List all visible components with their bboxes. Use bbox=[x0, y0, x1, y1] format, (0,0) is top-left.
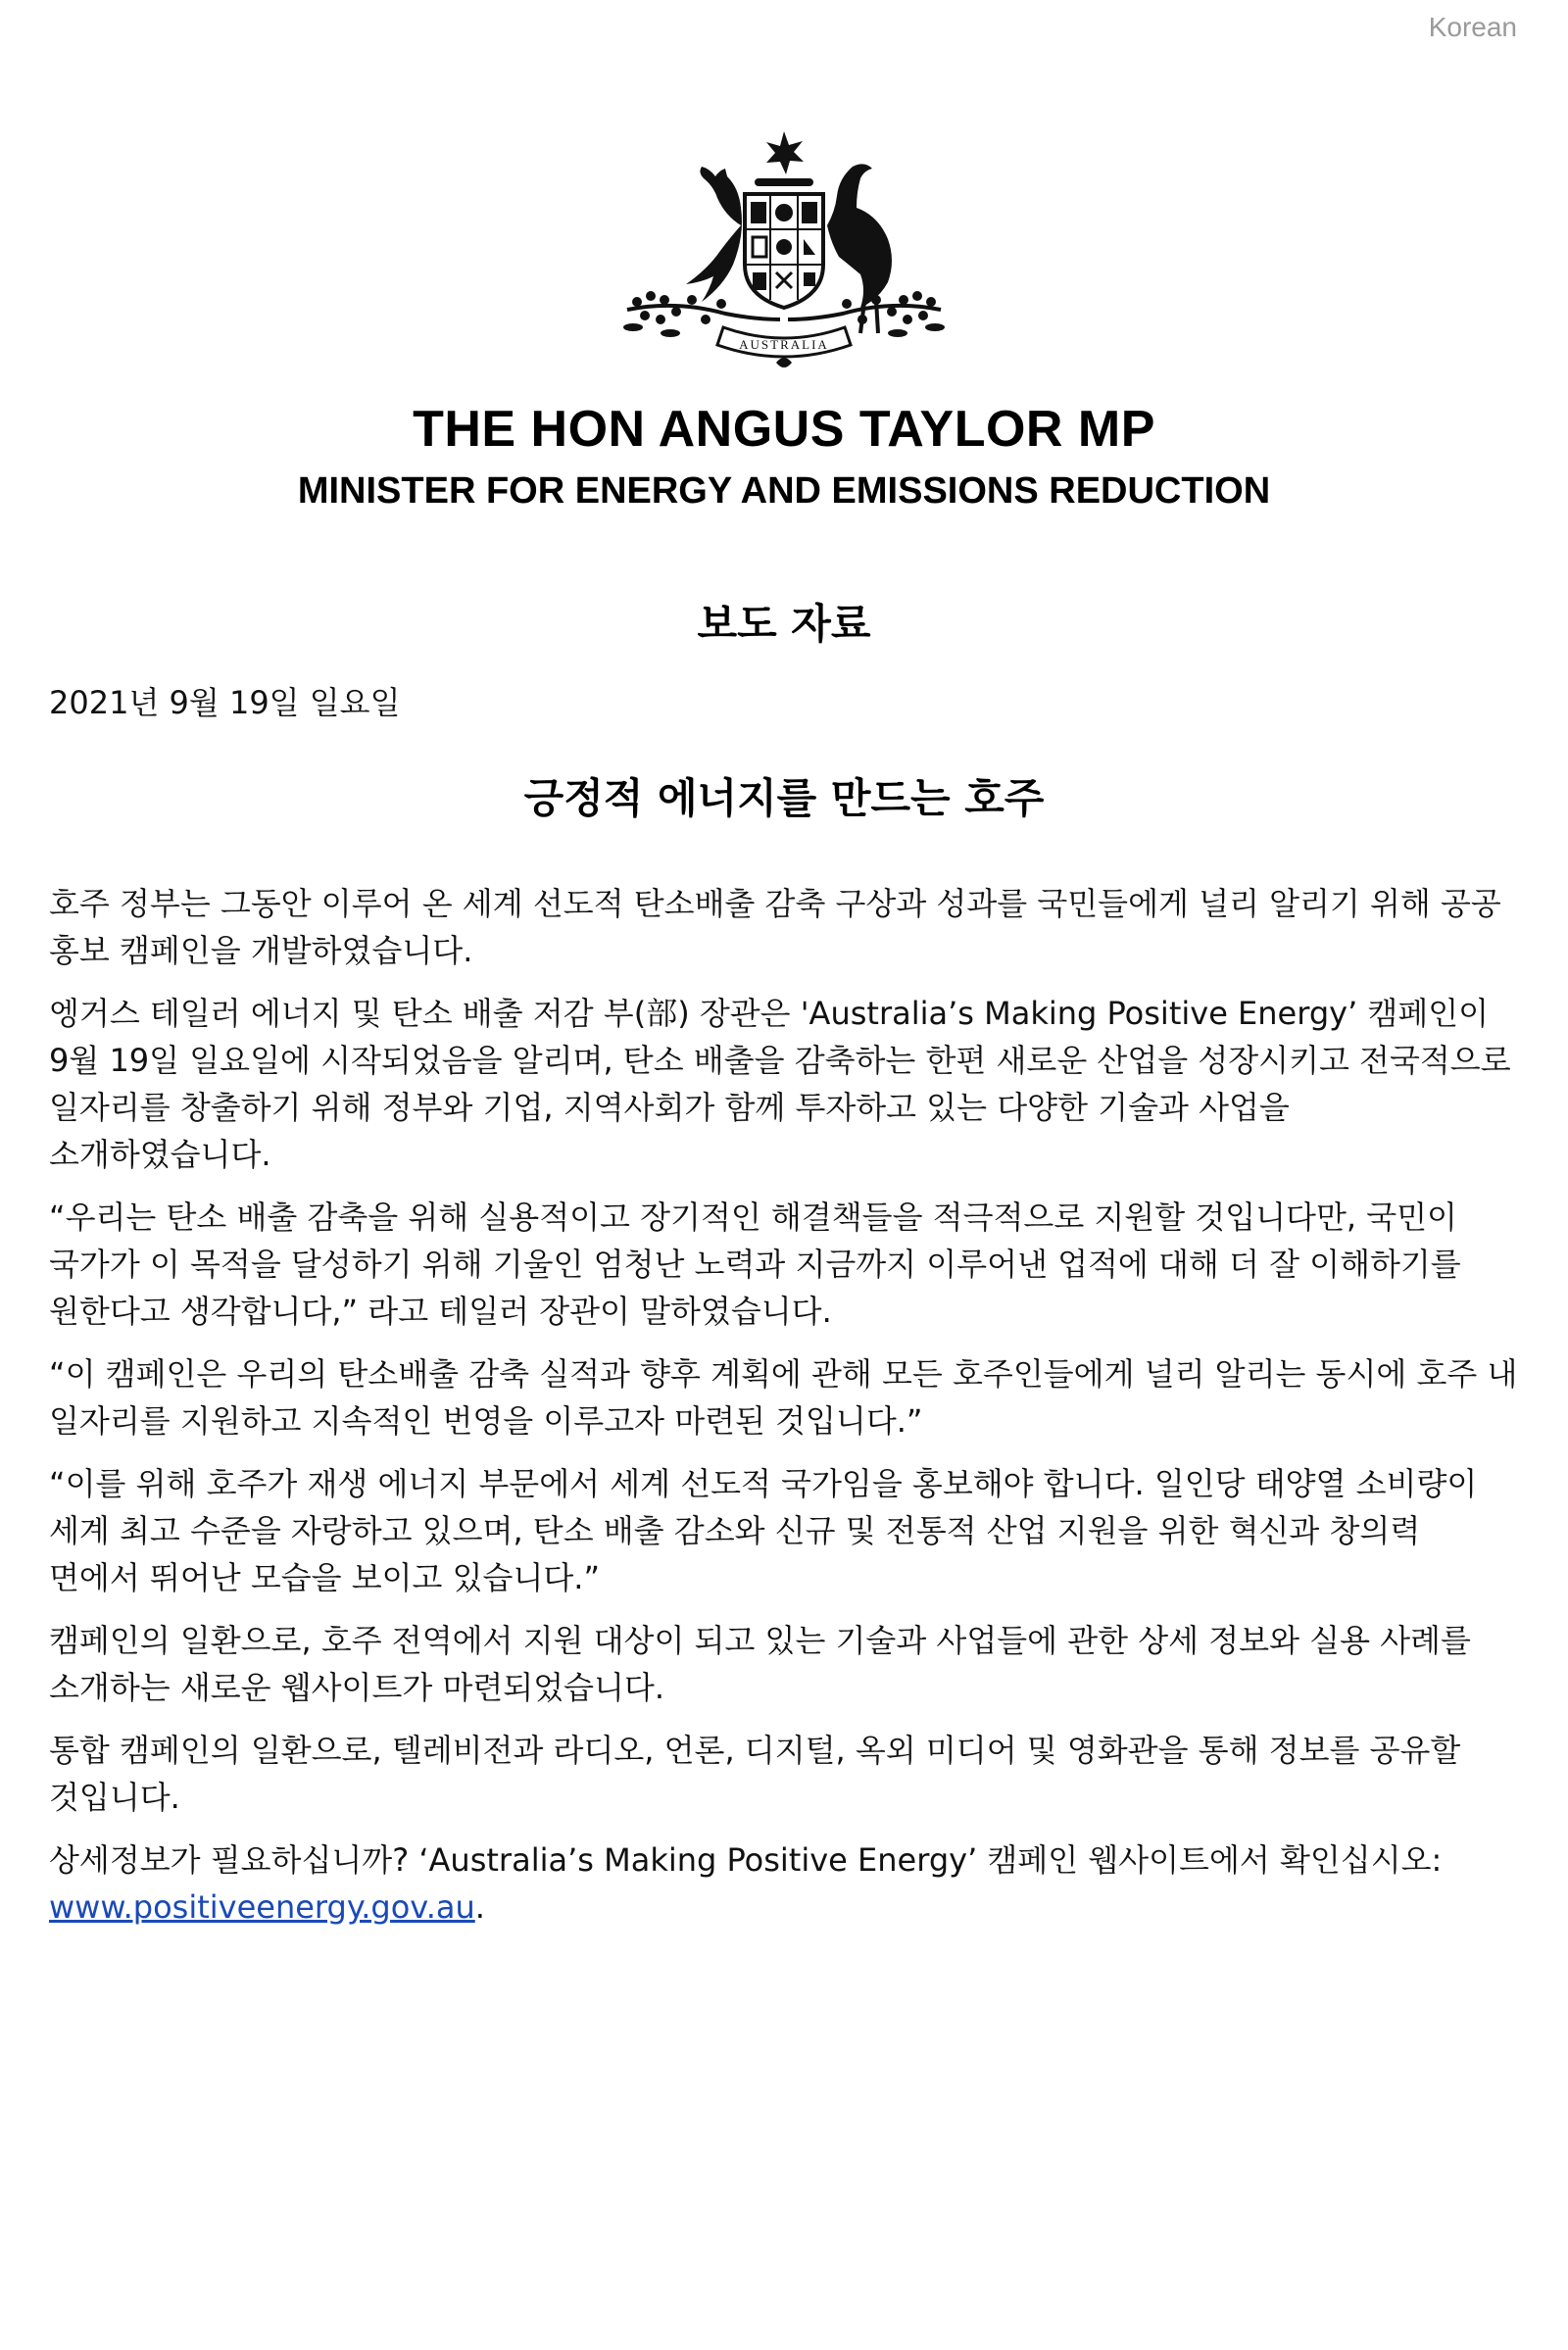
website-link[interactable]: www.positiveenergy.gov.au bbox=[49, 1888, 475, 1926]
closing-paragraph bbox=[49, 1836, 1519, 1931]
body-paragraph: 엥거스 테일러 에너지 및 탄소 배출 저감 부(部) 장관은 'Australia’s Making Positive Energy’ 캠페인이 9월 19일 일요일에 시작되었음을 알리며, 탄소 배출을 감축하는 한편 새로운 산업을 성장시키고 전국적으로 일자리를 창출하기 위해 정부와 기업, 지역사회가 함께 투자하고 있는 다양한 기술과 사업을 소개하였습니다. bbox=[49, 995, 1511, 1173]
body-paragraph: “이를 위해 호주가 재생 에너지 부문에서 세계 선도적 국가임을 홍보해야 합니다. 일인당 태양열 소비량이 세계 최고 수준을 자랑하고 있으며, 탄소 배출 감소와 신규 및 전통적 산업 지원을 위한 혁신과 창의력 면에서 뛰어난 모습을 보이고 있습니다.” bbox=[49, 1465, 1478, 1596]
body-text bbox=[49, 880, 1519, 1946]
body-paragraph: 호주 정부는 그동안 이루어 온 세계 선도적 탄소배출 감축 구상과 성과를 국민들에게 널리 알리기 위해 공공 홍보 캠페인을 개발하였습니다. bbox=[49, 885, 1501, 969]
document-type: 보도 자료 bbox=[697, 600, 871, 648]
body-paragraph: 통합 캠페인의 일환으로, 텔레비전과 라디오, 언론, 디지털, 옥외 미디어 및 영화관을 통해 정보를 공유할 것입니다. bbox=[49, 1732, 1461, 1816]
australian-coat-of-arms-icon bbox=[608, 118, 960, 382]
closing-text: 상세정보가 필요하십니까? ‘Australia’s Making Positive Energy’ 캠페인 웹사이트에서 확인십시오: bbox=[49, 1841, 1443, 1879]
language-tag: Korean bbox=[1428, 12, 1517, 42]
closing-end: . bbox=[474, 1888, 485, 1926]
release-date: 2021년 9월 19일 일요일 bbox=[49, 684, 401, 721]
headline: 긍정적 에너지를 만드는 호주 bbox=[523, 774, 1045, 822]
body-paragraph: “우리는 탄소 배출 감축을 위해 실용적이고 장기적인 해결책들을 적극적으로 지원할 것입니다만, 국민이 국가가 이 목적을 달성하기 위해 기울인 엄청난 노력과 지금까지 이루어낸 업적에 대해 더 잘 이해하기를 원한다고 생각합니다,” 라고 테일러 장관이 말하였습니다. bbox=[49, 1199, 1461, 1330]
body-paragraph: 캠페인의 일환으로, 호주 전역에서 지원 대상이 되고 있는 기술과 사업들에 관한 상세 정보와 실용 사례를 소개하는 새로운 웹사이트가 마련되었습니다. bbox=[49, 1622, 1471, 1706]
body-paragraph: “이 캠페인은 우리의 탄소배출 감축 실적과 향후 계획에 관해 모든 호주인들에게 널리 알리는 동시에 호주 내 일자리를 지원하고 지속적인 번영을 이루고자 마련된 것입니다.” bbox=[49, 1355, 1518, 1440]
svg-text:AUSTRALIA: AUSTRALIA bbox=[739, 337, 829, 352]
minister-title: MINISTER FOR ENERGY AND EMISSIONS REDUCTION bbox=[297, 470, 1271, 512]
minister-name: THE HON ANGUS TAYLOR MP bbox=[413, 401, 1155, 458]
